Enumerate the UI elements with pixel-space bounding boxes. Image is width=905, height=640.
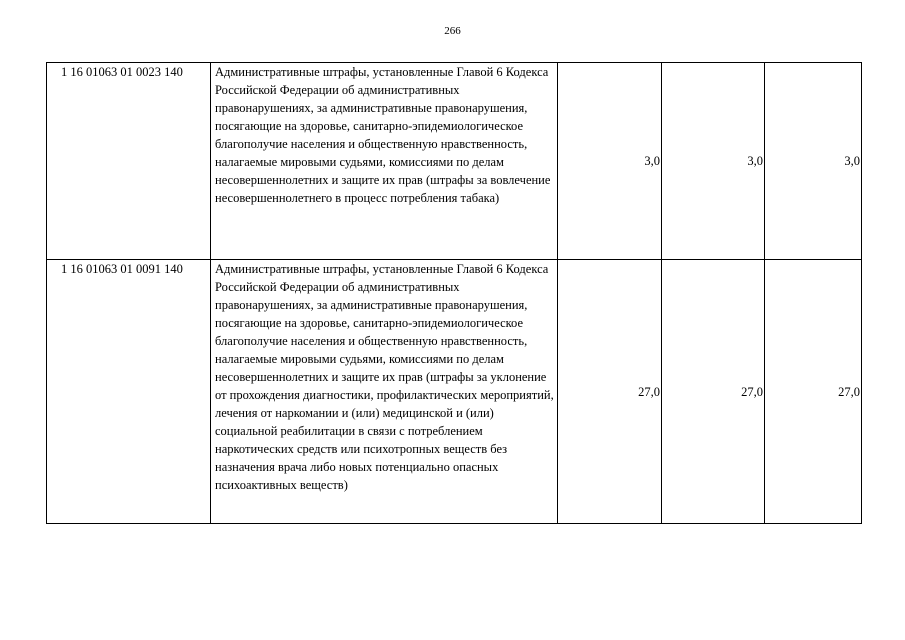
table-row: [47, 63, 862, 260]
value-cell-year-3: 27,0: [765, 260, 862, 524]
value-cell-year-1: 3,0: [558, 63, 662, 260]
page-number: 266: [444, 25, 461, 37]
table-row: [47, 260, 862, 524]
budget-code-cell: 1 16 01063 01 0023 140: [47, 63, 211, 260]
value-cell-year-1: 27,0: [558, 260, 662, 524]
budget-table: [46, 62, 862, 524]
value-cell-year-2: 27,0: [662, 260, 765, 524]
description-cell: Административные штрафы, установленные Главой 6 Кодекса Российской Федерации об административных правонарушениях, за административные правонарушения, посягающие на здоровье, санитарно-эпидемиологическое благополучие населения и общественную нравственность, налагаемые мировыми судьями, комиссиями по делам несовершеннолетних и защите их прав (штрафы за уклонение от прохождения диагностики, профилактических мероприятий, лечения от наркомании и (или) медицинской и (или) социальной реабилитации в связи с потреблением наркотических средств или психотропных веществ без назначения врача либо новых потенциально опасных психоактивных веществ): [211, 260, 558, 524]
budget-code-cell: 1 16 01063 01 0091 140: [47, 260, 211, 524]
value-cell-year-2: 3,0: [662, 63, 765, 260]
description-cell: Административные штрафы, установленные Главой 6 Кодекса Российской Федерации об административных правонарушениях, за административные правонарушения, посягающие на здоровье, санитарно-эпидемиологическое благополучие населения и общественную нравственность, налагаемые мировыми судьями, комиссиями по делам несовершеннолетних и защите их прав (штрафы за вовлечение несовершеннолетнего в процесс потребления табака): [211, 63, 558, 260]
value-cell-year-3: 3,0: [765, 63, 862, 260]
